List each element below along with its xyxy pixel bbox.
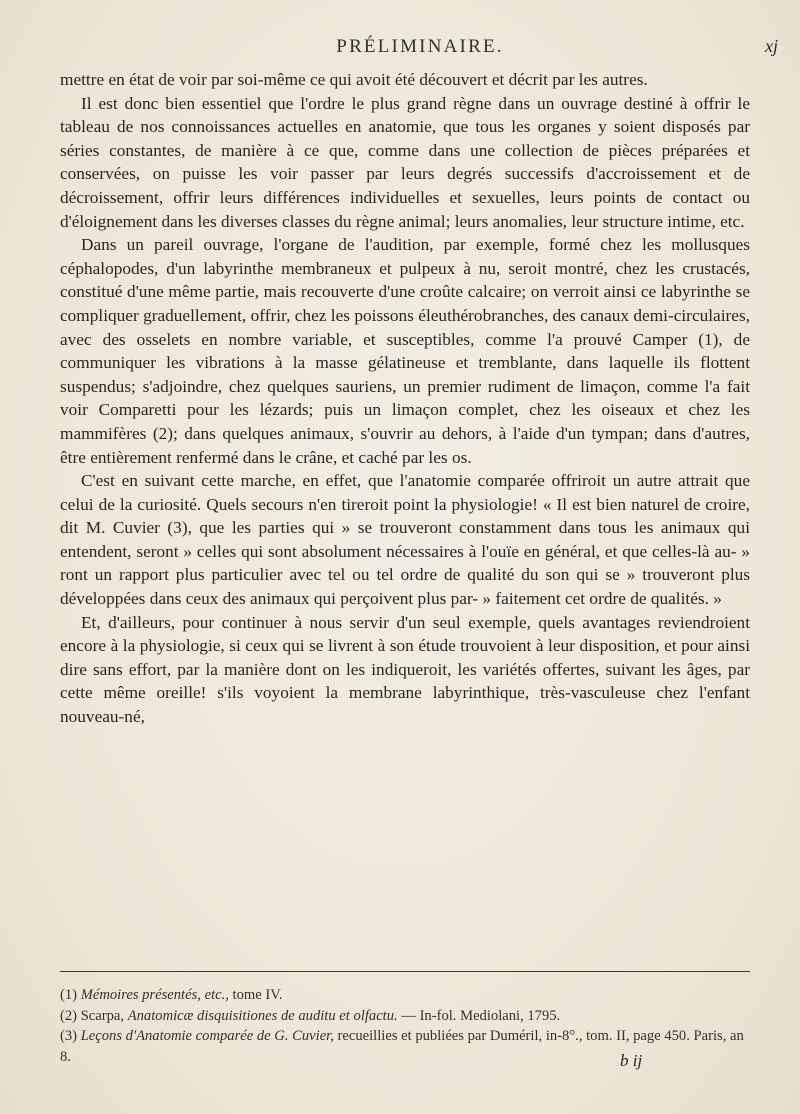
footnote-divider xyxy=(60,971,750,972)
footnote-title: Anatomicæ disquisitiones de auditu et olfactu. xyxy=(127,1007,398,1024)
footnote-title: Mémoires présentés, etc., xyxy=(80,987,229,1003)
footnote-mark: (2) xyxy=(60,1007,78,1024)
signature-mark: b ij xyxy=(620,1051,643,1070)
footnote xyxy=(60,1026,750,1067)
paragraph: Il est donc bien essentiel que l'ordre le plus grand règne dans un ouvrage destiné à offrir le tableau de nos connoissances actuelles en anatomie, que tous les organes y soient disposés par séries constantes, de manière à ce que, comme dans une collection de pièces préparées et conservées, on puisse les voir passer par leurs degrés successifs d'accroissement et de décroissement, offrir leurs différences individuelles et sexuelles, leurs points de contact ou d'éloignement dans les diverses classes du règne animal; leurs anomalies, leur structure intime, etc. xyxy=(60,93,750,231)
paragraph: Dans un pareil ouvrage, l'organe de l'audition, par exemple, formé chez les mollusques céphalopodes, d'un labyrinthe membraneux et pulpeux à nu, seroit montré, chez les crustacés, constitué d'une même partie, mais recouverte d'une croûte calcaire; on verroit ainsi ce labyrinthe se compliquer graduellement, offrir, chez les poissons éleuthérobranches, des canaux demi-circulaires, avec des osselets en nombre variable, et susceptibles, comme l'a prouvé Camper (1), de communiquer les vibrations à la masse gélatineuse et tremblante, dans laquelle ils flottent suspendus; s'adjoindre, chez quelques sauriens, un premier rudiment de limaçon, comme l'a fait voir Comparetti pour les lézards; puis un limaçon complet, chez les oiseaux et chez les mammifères (2); dans quelques animaux, s'ouvrir au dehors, à l'aide d'un tympan; dans d'autres, être entièrement renfermé dans le crâne, et caché par les os. xyxy=(60,235,750,467)
running-head: PRÉLIMINAIRE. xyxy=(336,36,504,57)
paragraph: C'est en suivant cette marche, en effet, que l'anatomie comparée offriroit un autre attrait que celui de la curiosité. Quels secours n'en tireroit point la physiologie! « Il est bien naturel de croire, dit M. Cuvier (3), que les parties qui » se trouveront constamment dans tous les animaux qui entendent, seront » celles qui sont absolument nécessaires à l'ouïe en général, et que celles-là au- » ront un rapport plus particulier avec tel ou tel ordre de qualité du son qui se » trouveront plus développées dans ceux des animaux qui perçoivent plus par- » faitement cet ordre de qualités. » xyxy=(60,471,750,609)
footnote-title: Leçons d'Anatomie comparée de G. Cuvier, xyxy=(80,1028,334,1045)
body-text xyxy=(60,68,750,729)
footnotes xyxy=(60,985,750,1067)
page-header xyxy=(60,36,780,64)
paragraph: mettre en état de voir par soi-même ce qui avoit été découvert et décrit par les autres. xyxy=(60,70,648,89)
footnote xyxy=(60,985,750,1006)
paragraph: Et, d'ailleurs, pour continuer à nous servir d'un seul exemple, quels avantages reviendroient encore à la physiologie, si ceux qui se livrent à son étude trouvoient à leur disposition, et pour ainsi dire sans effort, par la manière dont on les indiqueroit, les variétés offertes, suivant les âges, par cette même oreille! s'ils voyoient la membrane labyrinthique, très-vasculeuse chez l'enfant nouveau-né, xyxy=(60,612,750,727)
footnote xyxy=(60,1006,750,1027)
page-number: xj xyxy=(765,36,778,56)
footnote-author: Scarpa, xyxy=(80,1007,125,1024)
footnote-text: recueillies et publiées par Duméril, in-8°., tom. II, page 450. Paris, an 8. xyxy=(60,1028,744,1065)
footnote-mark: (1) xyxy=(60,987,78,1003)
footnote-text: tome IV. xyxy=(228,987,283,1003)
footnote-text: — In-fol. Mediolani, 1795. xyxy=(397,1007,561,1024)
footnote-mark: (3) xyxy=(60,1028,78,1045)
